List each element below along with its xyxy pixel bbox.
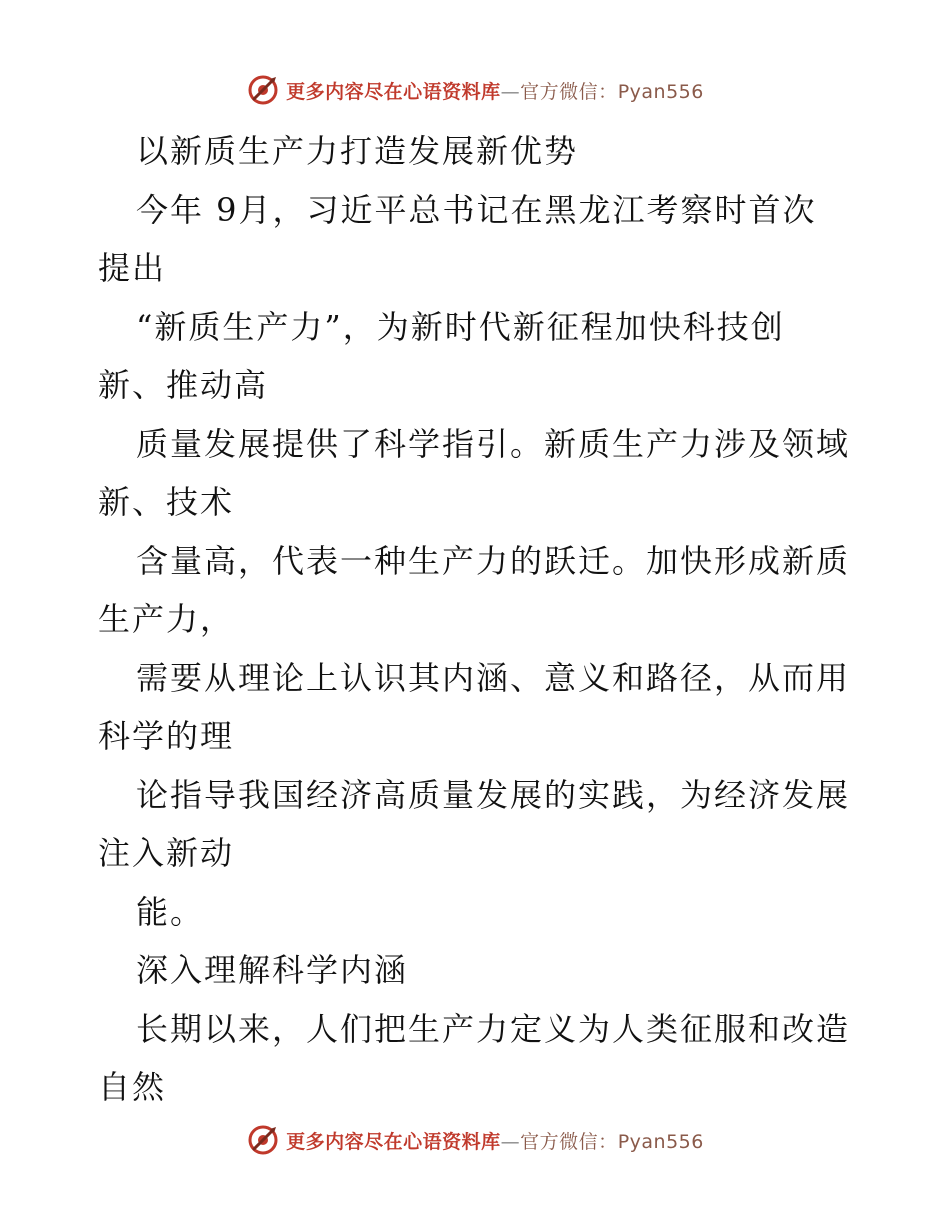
document-body bbox=[98, 122, 858, 1117]
banner-site-name: 更多内容尽在心语资料库 bbox=[286, 1130, 501, 1153]
text-line: 新、技术 bbox=[98, 483, 235, 521]
text-line: 论指导我国经济高质量发展的实践，为经济发展 bbox=[136, 775, 851, 814]
text-line: 科学的理 bbox=[98, 717, 235, 755]
logo-icon bbox=[246, 1123, 280, 1157]
banner-wechat-label: 官方微信： bbox=[520, 80, 618, 103]
text-line: 能。 bbox=[136, 892, 205, 931]
text-line: 生产力， bbox=[98, 600, 235, 638]
banner-site-name: 更多内容尽在心语资料库 bbox=[286, 80, 501, 103]
text-line: 提出 bbox=[98, 249, 167, 287]
banner-text bbox=[286, 1127, 704, 1154]
text-line: 质量发展提供了科学指引。新质生产力涉及领域 bbox=[136, 424, 851, 463]
text-line: 需要从理论上认识其内涵、意义和路径，从而用 bbox=[136, 658, 851, 697]
logo-icon bbox=[246, 73, 280, 107]
text-line: 长期以来，人们把生产力定义为人类征服和改造 bbox=[136, 1009, 851, 1048]
banner-wechat-id: Pyan556 bbox=[617, 1130, 704, 1153]
text-line: “新质生产力”，为新时代新征程加快科技创 bbox=[136, 307, 785, 346]
text-line: 注入新动 bbox=[98, 834, 235, 872]
footer-banner bbox=[0, 1120, 950, 1160]
text-line: 含量高，代表一种生产力的跃迁。加快形成新质 bbox=[136, 541, 851, 580]
text-line: 今年 9月，习近平总书记在黑龙江考察时首次 bbox=[136, 190, 817, 229]
text-line: 以新质生产力打造发展新优势 bbox=[136, 132, 579, 170]
banner-wechat-label: 官方微信： bbox=[520, 1130, 618, 1153]
text-line: 深入理解科学内涵 bbox=[136, 951, 409, 989]
banner-wechat-id: Pyan556 bbox=[617, 80, 704, 103]
banner-dash: — bbox=[500, 80, 521, 103]
text-line: 新、推动高 bbox=[98, 366, 269, 404]
banner-dash: — bbox=[500, 1130, 521, 1153]
header-banner bbox=[0, 70, 950, 110]
text-line: 自然 bbox=[98, 1068, 167, 1106]
banner-text bbox=[286, 77, 704, 104]
